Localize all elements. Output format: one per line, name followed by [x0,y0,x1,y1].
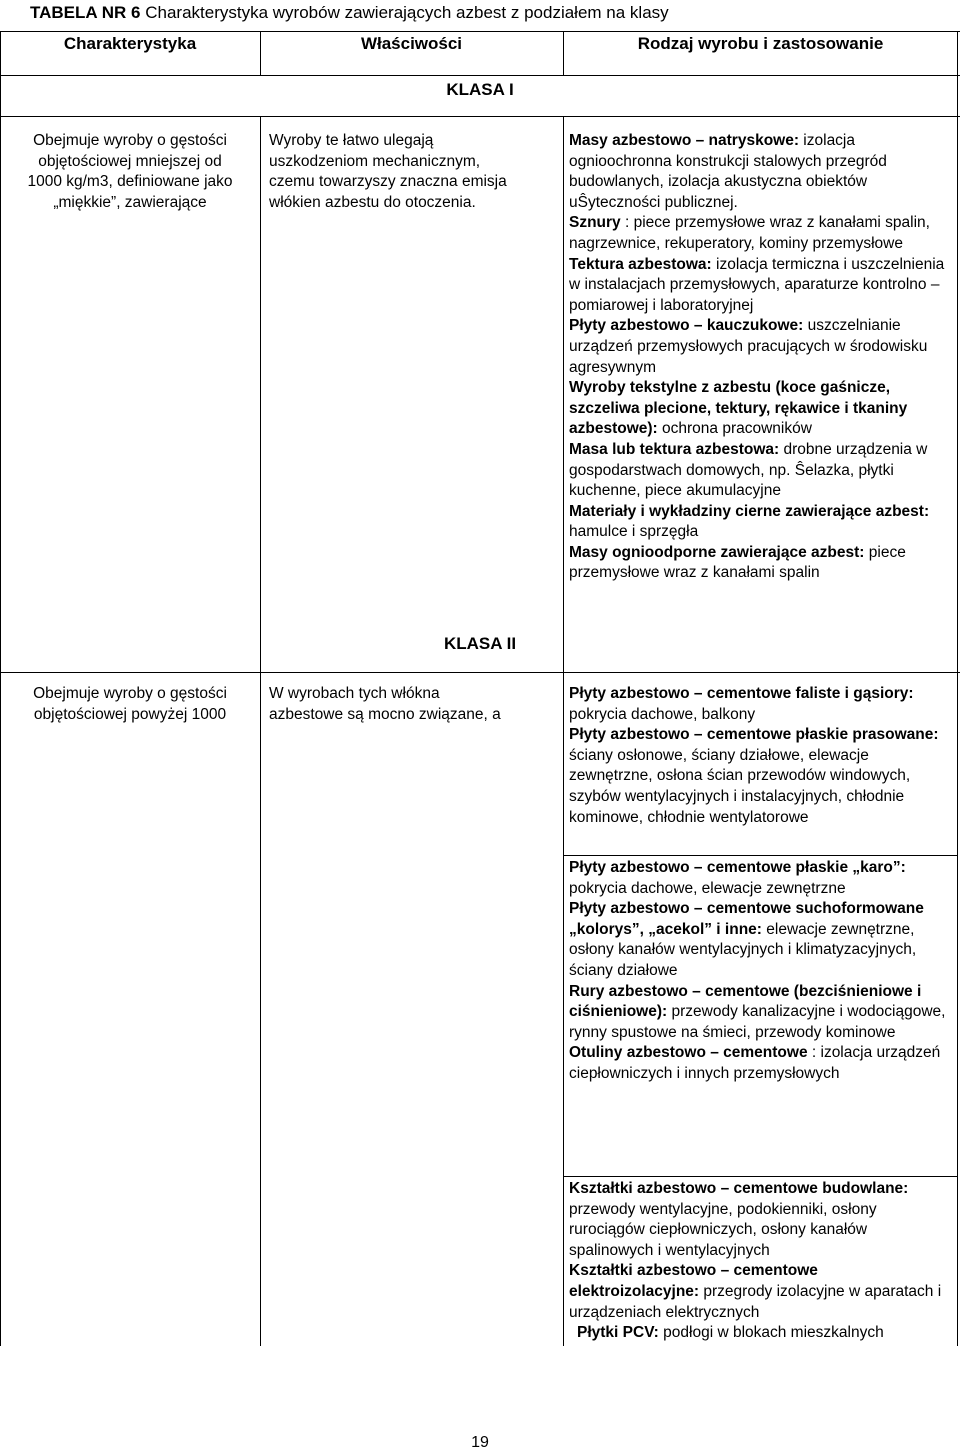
klasa2-divider [0,672,960,673]
klasa2-charakterystyka: Obejmuje wyroby o gęstości objętościowej powyżej 1000 [33,685,227,723]
table-top-border [0,31,960,32]
table-title: TABELA NR 6 Charakterystyka wyrobów zawierających azbest z podziałem na klasy [30,3,669,22]
product-item: Masy azbestowo – natryskowe: izolacja ognioochronna konstrukcji stalowych przegród budowlanych, izolacja akustyczna obiektów uŜyteczności publicznej. [569,132,887,211]
klasa2-products-b [569,858,951,1085]
product-item: Tektura azbestowa: izolacja termiczna i uszczelnienia w instalacjach przemysłowych, aparaturze kontrolno – pomiarowej i laboratoryjnej [569,255,945,314]
product-item: Kształtki azbestowo – cementowe budowlane: przewody wentylacyjne, podokienniki, osłony rurociągów ciepłowniczych, osłony kanałów spalinowych i wentylacyjnych [569,1180,909,1259]
row-divider-b [563,1176,958,1177]
klasa-2-label: KLASA II [443,634,517,653]
header-charakterystyka: Charakterystyka [63,34,197,53]
klasa1-divider [0,116,960,117]
product-item: Rury azbestowo – cementowe (bezciśnieniowe i ciśnieniowe): przewody kanalizacyjne i wodociągowe, rynny spustowe na śmieci, przewody kominowe [569,982,946,1041]
klasa1-wlasciwosci: Wyroby te łatwo ulegają uszkodzeniom mechanicznym, czemu towarzyszy znaczna emisja włókien azbestu do otoczenia. [269,132,507,211]
product-item: Płyty azbestowo – kauczukowe: uszczelnianie urządzeń przemysłowych pracujących w środowisku agresywnym [569,317,928,376]
header-bottom-border [0,75,960,76]
product-item: Płyty azbestowo – cementowe płaskie prasowane: ściany osłonowe, ściany działowe, elewacje zewnętrzne, osłona ścian przewodów windowych, szybów wentylacyjnych i instalacyjnych, chłodnie kominowe, chłodnie wentylatorowe [569,726,939,826]
table-right-border [957,31,958,1346]
product-item: Płyty azbestowo – cementowe faliste i gąsiory: pokrycia dachowe, balkony [569,685,914,723]
klasa2-products-a [569,684,951,828]
klasa2-wlasciwosci: W wyrobach tych włókna azbestowe są mocno związane, a [269,685,501,723]
header-wlasciwosci: Właściwości [360,34,463,53]
klasa1-products [569,131,951,584]
product-item: Płyty azbestowo – cementowe płaskie „karo”: pokrycia dachowe, elewacje zewnętrzne [569,859,906,897]
header-rodzaj-wyrobu: Rodzaj wyrobu i zastosowanie [637,34,884,53]
product-item: Materiały i wykładziny cierne zawierające azbest: hamulce i sprzęgła [569,502,930,541]
product-item: Kształtki azbestowo – cementowe elektroizolacyjne: przegrody izolacyjne w aparatach i urządzeniach elektrycznych [569,1262,942,1321]
klasa1-charakterystyka: Obejmuje wyroby o gęstości objętościowej mniejszej od 1000 kg/m3, definiowane jako „miękkie”, zawierające [27,132,233,211]
table-left-border [0,31,1,1346]
page-number: 19 [471,1434,489,1451]
row-divider-a [563,855,958,856]
product-item: Masy ognioodporne zawierające azbest: piece przemysłowe wraz z kanałami spalin [569,543,906,582]
product-item: Płyty azbestowo – cementowe suchoformowane „kolorys”, „acekol” i inne: elewacje zewnętrzne, osłony kanałów wentylacyjnych i klimatyzacyjnych, ściany działowe [569,900,924,979]
klasa-1-label: KLASA I [446,80,514,99]
klasa2-products-c [569,1179,951,1344]
column-divider-1-body [260,116,261,1346]
column-divider-2-body [563,116,564,1346]
product-item: Masa lub tektura azbestowa: drobne urządzenia w gospodarstwach domowych, np. Ŝelazka, płytki kuchenne, piece akumulacyjne [569,440,928,500]
product-item: Wyroby tekstylne z azbestu (koce gaśnicze, szczeliwa plecione, tektury, rękawice i tkaniny azbestowe): ochrona pracowników [569,379,908,438]
product-item: Płytki PCV: podłogi w blokach mieszkalnych [577,1324,884,1342]
product-item: Sznury : piece przemysłowe wraz z kanałami spalin, nagrzewnice, rekuperatory, kominy przemysłowe [569,214,930,252]
product-item: Otuliny azbestowo – cementowe : izolacja urządzeń ciepłowniczych i innych przemysłowych [569,1044,941,1082]
